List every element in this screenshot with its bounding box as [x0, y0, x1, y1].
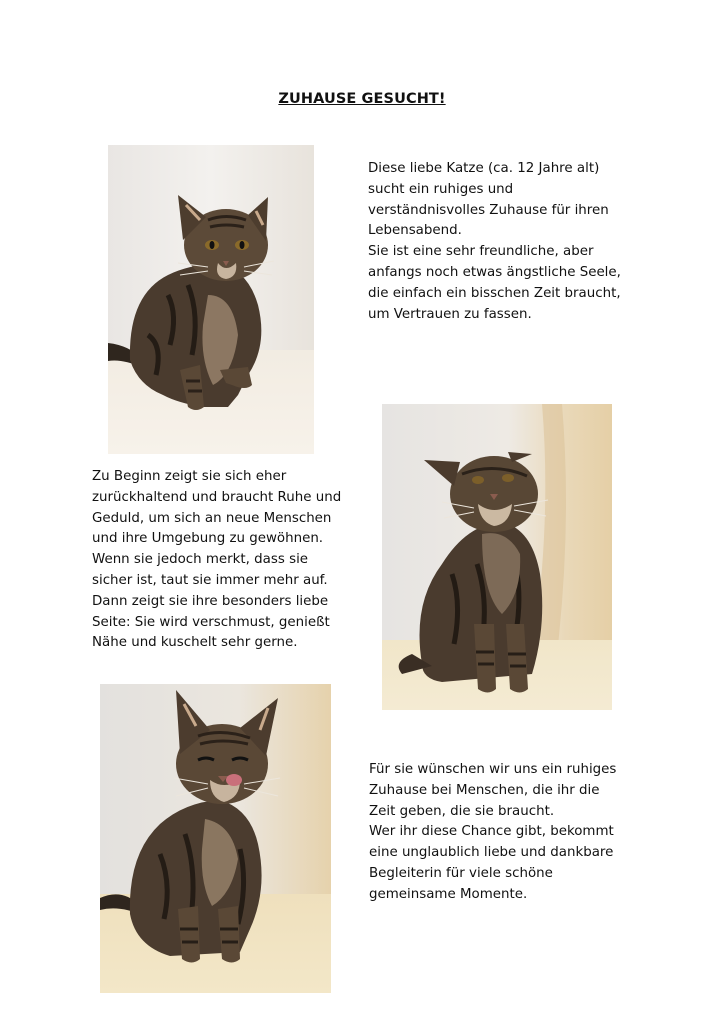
text-line: Lebensabend.: [368, 223, 462, 239]
intro-paragraph: [368, 159, 621, 325]
text-line: Sie ist eine sehr freundliche, aber: [368, 244, 594, 260]
character-paragraph: [92, 467, 341, 654]
cat-photo-licking: [100, 684, 331, 993]
text-line: Seite: Sie wird verschmust, genießt: [92, 614, 330, 630]
text-line: um Vertrauen zu fassen.: [368, 306, 532, 322]
text-line: eine unglaublich liebe und dankbare: [369, 845, 614, 861]
text-line: Dann zeigt sie ihre besonders liebe: [92, 593, 329, 609]
text-line: Wenn sie jedoch merkt, dass sie: [92, 552, 309, 568]
text-line: Zeit geben, die sie braucht.: [369, 803, 555, 819]
text-line: Geduld, um sich an neue Menschen: [92, 510, 332, 526]
text-line: verständnisvolles Zuhause für ihren: [368, 202, 609, 218]
text-line: zurückhaltend und braucht Ruhe und: [92, 489, 342, 505]
text-line: Zu Beginn zeigt sie sich eher: [92, 469, 287, 484]
text-line: Diese liebe Katze (ca. 12 Jahre alt): [368, 161, 600, 176]
text-line: Nähe und kuschelt sehr gerne.: [92, 635, 298, 651]
text-line: Wer ihr diese Chance gibt, bekommt: [369, 824, 614, 840]
text-line: Für sie wünschen wir uns ein ruhiges: [369, 762, 617, 777]
text-line: sicher ist, taut sie immer mehr auf.: [92, 572, 328, 588]
text-line: anfangs noch etwas ängstliche Seele,: [368, 264, 621, 280]
text-line: sucht ein ruhiges und: [368, 181, 514, 197]
page-title: ZUHAUSE GESUCHT!: [278, 91, 446, 107]
text-line: gemeinsame Momente.: [369, 886, 528, 902]
text-line: Zuhause bei Menschen, die ihr die: [369, 782, 600, 798]
text-line: die einfach ein bisschen Zeit braucht,: [368, 285, 621, 301]
cat-photo-looking-up: [382, 404, 612, 710]
text-line: Begleiterin für viele schöne: [369, 865, 553, 881]
text-line: und ihre Umgebung zu gewöhnen.: [92, 531, 324, 547]
cat-photo-sitting: [108, 145, 314, 454]
wish-paragraph: [369, 760, 616, 906]
